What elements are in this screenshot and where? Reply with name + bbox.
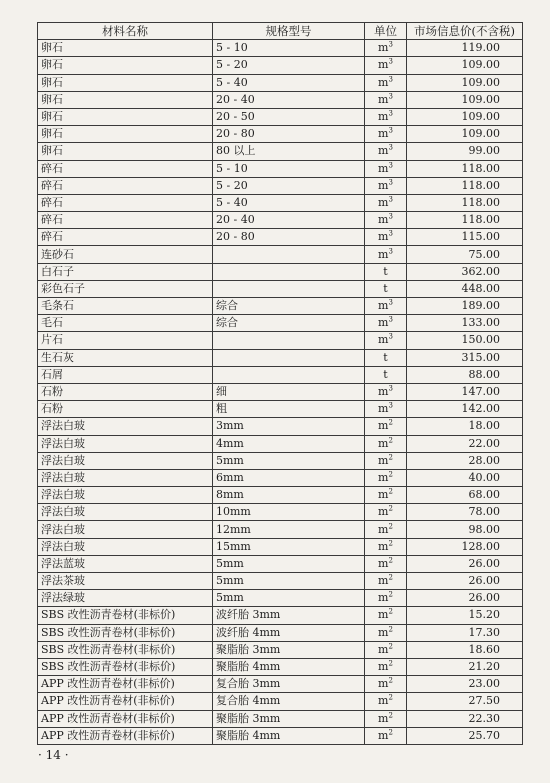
material-name-cell: 卵石 — [38, 108, 213, 125]
price-cell: 18.60 — [407, 641, 523, 658]
unit-exponent: 2 — [388, 521, 393, 530]
spec-cell — [213, 332, 365, 349]
material-name-cell: 片石 — [38, 332, 213, 349]
table-row — [38, 143, 523, 160]
unit-symbol: m — [378, 213, 389, 227]
unit-exponent: 3 — [388, 160, 393, 169]
table-row — [38, 573, 523, 590]
table-row — [38, 624, 523, 641]
material-name-cell: 卵石 — [38, 57, 213, 74]
price-cell: 118.00 — [407, 177, 523, 194]
unit-cell — [365, 194, 407, 211]
unit-cell — [365, 91, 407, 108]
price-cell: 25.70 — [407, 727, 523, 744]
spec-cell: 综合 — [213, 298, 365, 315]
price-cell: 118.00 — [407, 160, 523, 177]
price-cell: 18.00 — [407, 418, 523, 435]
unit-symbol: m — [378, 419, 389, 433]
table-row — [38, 693, 523, 710]
price-cell: 78.00 — [407, 504, 523, 521]
price-cell: 28.00 — [407, 452, 523, 469]
unit-cell — [365, 452, 407, 469]
unit-exponent: 3 — [388, 143, 393, 152]
material-name-cell: 浮法白玻 — [38, 418, 213, 435]
table-row — [38, 710, 523, 727]
spec-cell: 20 - 40 — [213, 91, 365, 108]
unit-exponent: 3 — [388, 40, 393, 49]
table-row — [38, 727, 523, 744]
unit-exponent: 3 — [388, 332, 393, 341]
spec-cell — [213, 263, 365, 280]
table-row — [38, 435, 523, 452]
unit-cell — [365, 383, 407, 400]
material-name-cell: SBS 改性沥青卷材(非标价) — [38, 658, 213, 675]
unit-symbol: m — [378, 436, 389, 450]
material-name-cell: 石屑 — [38, 366, 213, 383]
unit-symbol: t — [383, 264, 388, 278]
unit-cell — [365, 40, 407, 57]
unit-exponent: 3 — [388, 298, 393, 307]
spec-cell — [213, 349, 365, 366]
material-name-cell: APP 改性沥青卷材(非标价) — [38, 693, 213, 710]
material-name-cell: 碎石 — [38, 212, 213, 229]
spec-cell: 5mm — [213, 452, 365, 469]
unit-symbol: m — [378, 470, 389, 484]
unit-symbol: m — [378, 75, 389, 89]
price-cell: 109.00 — [407, 126, 523, 143]
material-name-cell: 浮法白玻 — [38, 452, 213, 469]
spec-cell: 聚脂胎 3mm — [213, 641, 365, 658]
table-row — [38, 658, 523, 675]
header-unit: 单位 — [365, 23, 407, 40]
unit-symbol: m — [378, 144, 389, 158]
table-row — [38, 40, 523, 57]
unit-cell — [365, 57, 407, 74]
unit-cell — [365, 349, 407, 366]
spec-cell: 细 — [213, 383, 365, 400]
price-cell: 362.00 — [407, 263, 523, 280]
table-row — [38, 383, 523, 400]
material-name-cell: APP 改性沥青卷材(非标价) — [38, 727, 213, 744]
unit-symbol: m — [378, 556, 389, 570]
price-cell: 26.00 — [407, 573, 523, 590]
unit-cell — [365, 177, 407, 194]
spec-cell: 5mm — [213, 590, 365, 607]
spec-cell — [213, 366, 365, 383]
unit-symbol: t — [383, 367, 388, 381]
table-row — [38, 607, 523, 624]
price-sheet — [37, 22, 522, 745]
unit-exponent: 3 — [388, 109, 393, 118]
unit-exponent: 2 — [388, 728, 393, 737]
unit-symbol: m — [378, 316, 389, 330]
spec-cell: 聚脂胎 4mm — [213, 658, 365, 675]
unit-exponent: 3 — [388, 178, 393, 187]
spec-cell: 5mm — [213, 555, 365, 572]
price-cell: 109.00 — [407, 91, 523, 108]
header-spec: 规格型号 — [213, 23, 365, 40]
price-cell: 128.00 — [407, 538, 523, 555]
table-row — [38, 108, 523, 125]
table-row — [38, 487, 523, 504]
header-material-name: 材料名称 — [38, 23, 213, 40]
table-header-row — [38, 23, 523, 40]
unit-cell — [365, 727, 407, 744]
spec-cell: 聚脂胎 4mm — [213, 727, 365, 744]
spec-cell: 综合 — [213, 315, 365, 332]
spec-cell: 5mm — [213, 573, 365, 590]
page-number: · 14 · — [38, 748, 69, 762]
unit-symbol: m — [378, 728, 389, 742]
unit-symbol: m — [378, 58, 389, 72]
spec-cell: 20 - 80 — [213, 126, 365, 143]
material-name-cell: 卵石 — [38, 40, 213, 57]
unit-cell — [365, 538, 407, 555]
material-name-cell: 白石子 — [38, 263, 213, 280]
spec-cell: 20 - 80 — [213, 229, 365, 246]
unit-exponent: 3 — [388, 212, 393, 221]
spec-cell: 5 - 20 — [213, 177, 365, 194]
price-cell: 88.00 — [407, 366, 523, 383]
unit-symbol: m — [378, 41, 389, 55]
price-cell: 118.00 — [407, 194, 523, 211]
unit-exponent: 2 — [388, 470, 393, 479]
unit-cell — [365, 298, 407, 315]
unit-exponent: 2 — [388, 435, 393, 444]
spec-cell: 复合胎 4mm — [213, 693, 365, 710]
table-row — [38, 280, 523, 297]
material-name-cell: 碎石 — [38, 194, 213, 211]
material-name-cell: 生石灰 — [38, 349, 213, 366]
material-name-cell: 碎石 — [38, 177, 213, 194]
material-name-cell: 卵石 — [38, 143, 213, 160]
price-cell: 448.00 — [407, 280, 523, 297]
material-name-cell: 浮法白玻 — [38, 487, 213, 504]
unit-exponent: 3 — [388, 92, 393, 101]
material-name-cell: 浮法白玻 — [38, 469, 213, 486]
material-name-cell: SBS 改性沥青卷材(非标价) — [38, 607, 213, 624]
material-name-cell: APP 改性沥青卷材(非标价) — [38, 676, 213, 693]
unit-cell — [365, 315, 407, 332]
price-cell: 99.00 — [407, 143, 523, 160]
price-cell: 27.50 — [407, 693, 523, 710]
unit-cell — [365, 401, 407, 418]
unit-exponent: 2 — [388, 642, 393, 651]
unit-symbol: m — [378, 608, 389, 622]
spec-cell: 3mm — [213, 418, 365, 435]
unit-cell — [365, 160, 407, 177]
unit-symbol: m — [378, 574, 389, 588]
unit-symbol: m — [378, 677, 389, 691]
price-cell: 109.00 — [407, 57, 523, 74]
table-row — [38, 126, 523, 143]
table-row — [38, 641, 523, 658]
price-cell: 109.00 — [407, 74, 523, 91]
spec-cell: 5 - 10 — [213, 160, 365, 177]
unit-cell — [365, 487, 407, 504]
unit-symbol: m — [378, 711, 389, 725]
table-row — [38, 212, 523, 229]
table-row — [38, 418, 523, 435]
unit-symbol: m — [378, 505, 389, 519]
table-row — [38, 366, 523, 383]
unit-exponent: 2 — [388, 504, 393, 513]
material-name-cell: 浮法绿玻 — [38, 590, 213, 607]
unit-exponent: 2 — [388, 573, 393, 582]
unit-cell — [365, 126, 407, 143]
spec-cell: 8mm — [213, 487, 365, 504]
material-name-cell: 卵石 — [38, 74, 213, 91]
table-row — [38, 401, 523, 418]
material-name-cell: 卵石 — [38, 91, 213, 108]
spec-cell: 5 - 40 — [213, 194, 365, 211]
material-name-cell: 浮法茶玻 — [38, 573, 213, 590]
unit-cell — [365, 418, 407, 435]
material-name-cell: 浮法蓝玻 — [38, 555, 213, 572]
unit-symbol: m — [378, 127, 389, 141]
unit-cell — [365, 435, 407, 452]
price-cell: 98.00 — [407, 521, 523, 538]
spec-cell: 复合胎 3mm — [213, 676, 365, 693]
table-row — [38, 263, 523, 280]
unit-symbol: m — [378, 178, 389, 192]
unit-exponent: 2 — [388, 418, 393, 427]
unit-cell — [365, 504, 407, 521]
table-row — [38, 332, 523, 349]
unit-cell — [365, 521, 407, 538]
material-name-cell: 浮法白玻 — [38, 435, 213, 452]
price-cell: 26.00 — [407, 555, 523, 572]
unit-cell — [365, 229, 407, 246]
unit-exponent: 2 — [388, 607, 393, 616]
material-name-cell: 碎石 — [38, 160, 213, 177]
spec-cell: 波纤胎 3mm — [213, 607, 365, 624]
unit-symbol: m — [378, 110, 389, 124]
spec-cell: 5 - 40 — [213, 74, 365, 91]
price-cell: 119.00 — [407, 40, 523, 57]
price-cell: 109.00 — [407, 108, 523, 125]
spec-cell: 聚脂胎 3mm — [213, 710, 365, 727]
unit-cell — [365, 555, 407, 572]
unit-symbol: m — [378, 161, 389, 175]
unit-cell — [365, 246, 407, 263]
table-row — [38, 676, 523, 693]
unit-symbol: m — [378, 333, 389, 347]
unit-symbol: m — [378, 591, 389, 605]
price-cell: 115.00 — [407, 229, 523, 246]
table-row — [38, 590, 523, 607]
material-name-cell: APP 改性沥青卷材(非标价) — [38, 710, 213, 727]
unit-cell — [365, 624, 407, 641]
table-row — [38, 91, 523, 108]
unit-exponent: 2 — [388, 590, 393, 599]
material-name-cell: 石粉 — [38, 383, 213, 400]
spec-cell: 15mm — [213, 538, 365, 555]
unit-cell — [365, 280, 407, 297]
material-name-cell: SBS 改性沥青卷材(非标价) — [38, 641, 213, 658]
unit-exponent: 2 — [388, 556, 393, 565]
unit-exponent: 2 — [388, 659, 393, 668]
unit-symbol: m — [378, 92, 389, 106]
price-cell: 118.00 — [407, 212, 523, 229]
table-row — [38, 57, 523, 74]
unit-symbol: m — [378, 488, 389, 502]
unit-cell — [365, 469, 407, 486]
unit-cell — [365, 212, 407, 229]
unit-symbol: m — [378, 694, 389, 708]
unit-cell — [365, 658, 407, 675]
unit-symbol: t — [383, 281, 388, 295]
unit-cell — [365, 590, 407, 607]
material-name-cell: 碎石 — [38, 229, 213, 246]
material-name-cell: 连砂石 — [38, 246, 213, 263]
unit-exponent: 3 — [388, 126, 393, 135]
unit-exponent: 3 — [388, 195, 393, 204]
unit-exponent: 3 — [388, 229, 393, 238]
spec-cell: 12mm — [213, 521, 365, 538]
spec-cell: 80 以上 — [213, 143, 365, 160]
price-cell: 26.00 — [407, 590, 523, 607]
unit-symbol: m — [378, 402, 389, 416]
price-cell: 68.00 — [407, 487, 523, 504]
unit-exponent: 2 — [388, 710, 393, 719]
unit-symbol: t — [383, 350, 388, 364]
table-row — [38, 315, 523, 332]
price-cell: 15.20 — [407, 607, 523, 624]
unit-symbol: m — [378, 539, 389, 553]
table-row — [38, 177, 523, 194]
unit-symbol: m — [378, 642, 389, 656]
price-cell: 22.30 — [407, 710, 523, 727]
unit-symbol: m — [378, 195, 389, 209]
material-name-cell: 浮法白玻 — [38, 521, 213, 538]
unit-cell — [365, 108, 407, 125]
price-cell: 40.00 — [407, 469, 523, 486]
material-name-cell: 浮法白玻 — [38, 538, 213, 555]
header-price: 市场信息价(不含税) — [407, 23, 523, 40]
unit-exponent: 3 — [388, 246, 393, 255]
spec-cell: 5 - 10 — [213, 40, 365, 57]
unit-symbol: m — [378, 299, 389, 313]
unit-exponent: 2 — [388, 693, 393, 702]
price-cell: 133.00 — [407, 315, 523, 332]
price-cell: 150.00 — [407, 332, 523, 349]
unit-symbol: m — [378, 660, 389, 674]
table-row — [38, 194, 523, 211]
price-cell: 142.00 — [407, 401, 523, 418]
unit-exponent: 3 — [388, 315, 393, 324]
table-row — [38, 469, 523, 486]
unit-cell — [365, 263, 407, 280]
price-cell: 17.30 — [407, 624, 523, 641]
unit-exponent: 2 — [388, 453, 393, 462]
spec-cell: 6mm — [213, 469, 365, 486]
unit-exponent: 2 — [388, 539, 393, 548]
price-cell: 189.00 — [407, 298, 523, 315]
table-row — [38, 538, 523, 555]
table-row — [38, 160, 523, 177]
unit-symbol: m — [378, 230, 389, 244]
unit-symbol: m — [378, 625, 389, 639]
unit-cell — [365, 332, 407, 349]
spec-cell: 20 - 50 — [213, 108, 365, 125]
material-name-cell: 浮法白玻 — [38, 504, 213, 521]
unit-cell — [365, 676, 407, 693]
unit-cell — [365, 573, 407, 590]
material-name-cell: SBS 改性沥青卷材(非标价) — [38, 624, 213, 641]
table-row — [38, 555, 523, 572]
price-table — [37, 22, 523, 745]
spec-cell: 10mm — [213, 504, 365, 521]
unit-exponent: 2 — [388, 625, 393, 633]
table-row — [38, 504, 523, 521]
unit-symbol: m — [378, 247, 389, 261]
unit-cell — [365, 693, 407, 710]
price-cell: 75.00 — [407, 246, 523, 263]
table-row — [38, 298, 523, 315]
table-row — [38, 229, 523, 246]
unit-cell — [365, 74, 407, 91]
table-row — [38, 452, 523, 469]
unit-exponent: 3 — [388, 75, 393, 83]
unit-cell — [365, 366, 407, 383]
unit-cell — [365, 143, 407, 160]
unit-exponent: 3 — [388, 401, 393, 410]
spec-cell: 20 - 40 — [213, 212, 365, 229]
material-name-cell: 卵石 — [38, 126, 213, 143]
price-cell: 22.00 — [407, 435, 523, 452]
unit-exponent: 3 — [388, 57, 393, 66]
table-row — [38, 349, 523, 366]
unit-cell — [365, 607, 407, 624]
price-cell: 21.20 — [407, 658, 523, 675]
price-cell: 315.00 — [407, 349, 523, 366]
unit-symbol: m — [378, 522, 389, 536]
material-name-cell: 彩色石子 — [38, 280, 213, 297]
unit-exponent: 2 — [388, 676, 393, 685]
unit-symbol: m — [378, 385, 389, 399]
material-name-cell: 毛条石 — [38, 298, 213, 315]
unit-exponent: 3 — [388, 384, 393, 393]
spec-cell: 4mm — [213, 435, 365, 452]
spec-cell: 5 - 20 — [213, 57, 365, 74]
unit-cell — [365, 710, 407, 727]
table-row — [38, 521, 523, 538]
table-row — [38, 246, 523, 263]
spec-cell — [213, 246, 365, 263]
unit-symbol: m — [378, 453, 389, 467]
spec-cell — [213, 280, 365, 297]
price-cell: 23.00 — [407, 676, 523, 693]
unit-exponent: 2 — [388, 487, 393, 496]
spec-cell: 波纤胎 4mm — [213, 624, 365, 641]
price-cell: 147.00 — [407, 383, 523, 400]
spec-cell: 粗 — [213, 401, 365, 418]
material-name-cell: 毛石 — [38, 315, 213, 332]
table-row — [38, 74, 523, 91]
material-name-cell: 石粉 — [38, 401, 213, 418]
table-body — [38, 40, 523, 745]
unit-cell — [365, 641, 407, 658]
